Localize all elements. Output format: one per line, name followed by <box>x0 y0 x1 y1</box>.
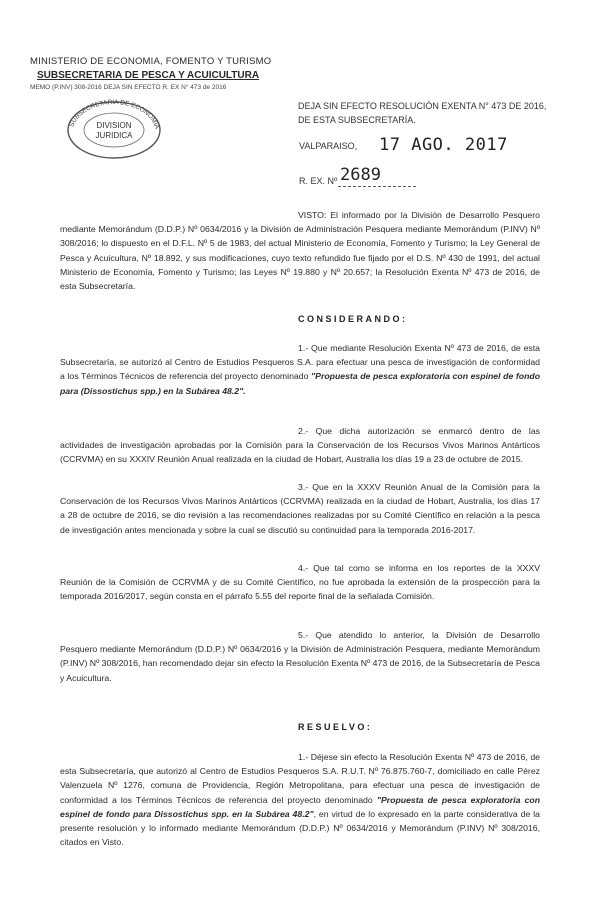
considerando-item-1: 1.- Que mediante Resolución Exenta Nº 473 de 2016, de esta Subsecretaría, se autorizó al Centro de Estudios Pesqueros S.A. para efectuar una pesca de investigación de conformidad a los Términos Técnicos de referencia del proyecto denominado "Propuesta de pesca exploratoria con espinel de fondo para (Dissostichus spp.) en la Subárea 48.2". <box>60 343 541 396</box>
date-stamp: 17 AGO. 2017 <box>379 135 508 155</box>
visto-paragraph: VISTO: El informado por la División de Desarrollo Pesquero mediante Memorándum (D.D.P.) Nº 0634/2016 y la División de Administración Pesquera mediante Memorándum (P.INV) Nº 308/2016; lo dispuesto en el D.F.L. Nº 5 de 1983, del actual Ministerio de Economía, Fomento y Turismo; la Ley General de Pesca y Acuicultura, Nº 18.892, y sus modificaciones, cuyo texto refundido fue fijado por el D.S. Nº 430 de 1991, del actual Ministerio de Economía, Fomento y Turismo; las Leyes Nº 19.880 y Nº 20.657; la Resolución Exenta Nº 473 de 2016, de esta Subsecretaría. <box>60 210 540 292</box>
division-juridica-stamp <box>58 94 170 160</box>
stamp-line1: DIVISION <box>96 121 132 130</box>
rex-label: R. EX. Nº <box>299 176 338 186</box>
considerando-item-3: 3.- Que en la XXXV Reunión Anual de la Comisión para la Conservación de los Recursos Vivos Marinos Antárticos (CCRVMA) realizada en la ciudad de Hobart, Australia, los días 17 a 28 de octubre de 2016, se dio revisión a las recomendaciones realizadas por su Comité Científico en relación a la pesca de investigación antes mencionada y sobre la cual se discutió su continuidad para la temporada 2016-2017. <box>60 482 540 535</box>
rex-number: 2689 <box>340 165 381 185</box>
considerando-item-5: 5.- Que atendido lo anterior, la División de Desarrollo Pesquero mediante Memorándum (D.D.P.) Nº 0634/2016 y la División de Administración Pesquera, mediante Memorándum (P.INV) Nº 308/2016, han recomendado dejar sin efecto la Resolución Exenta Nº 473 de 2016, de la Subsecretaría de Pesca y Acuicultura. <box>60 630 540 683</box>
document-subject: DEJA SIN EFECTO RESOLUCIÓN EXENTA N° 473 DE 2016, DE ESTA SUBSECRETARÍA. <box>298 101 547 125</box>
resuelvo-item-1: 1.- Déjese sin efecto la Resolución Exenta Nº 473 de 2016, de esta Subsecretaría, que autorizó al Centro de Estudios Pesqueros S.A. R.U.T. Nº 76.875.760-7, domiciliado en calle Pérez Valenzuela Nº 1276, comuna de Providencia, Región Metropolitana, para efectuar una pesca de investigación de conformidad a los Términos Técnicos de referencia del proyecto denominado "Propuesta de pesca exploratoria con espinel de fondo para Dissostichus spp. en la Subárea 48.2", en virtud de lo expresado en la parte considerativa de la presente resolución y lo informado mediante Memorándum (D.D.P.) Nº 0634/2016 y Memorándum (P.INV) Nº 308/2016, citados en Visto. <box>60 752 540 848</box>
subsecretaria-name: SUBSECRETARIA DE PESCA Y ACUICULTURA <box>37 70 260 81</box>
stamp-line2: JURIDICA <box>95 131 133 140</box>
rex-underline <box>338 186 416 187</box>
considerando-heading: CONSIDERANDO: <box>298 314 408 324</box>
memo-reference: MEMO (P.INV) 308-2016 DEJA SIN EFECTO R. EX N° 473 de 2016 <box>30 84 227 91</box>
resuelvo-heading: RESUELVO: <box>298 722 373 732</box>
considerando-item-4: 4.- Que tal como se informa en los reportes de la XXXV Reunión de la Comisión de CCRVMA y de su Comité Científico, no fue aprobada la extensión de la prospección para la temporada 2016/2017, según consta en el párrafo 5.55 del reporte final de la señalada Comisión. <box>60 563 540 602</box>
ministry-name: MINISTERIO DE ECONOMIA, FOMENTO Y TURISMO <box>30 56 272 67</box>
stamp-ring-text: SUBSECRETARIA DE ECONOMIA <box>68 98 161 131</box>
considerando-item-2: 2.- Que dicha autorización se enmarcó dentro de las actividades de investigación aprobadas por la Comisión para la Conservación de los Recursos Vivos Marinos Antárticos (CCRVMA) en su XXXIV Reunión Anual realizada en la ciudad de Hobart, Australia los días 19 a 23 de octubre de 2015. <box>60 426 540 465</box>
place-label: VALPARAISO, <box>299 141 358 151</box>
